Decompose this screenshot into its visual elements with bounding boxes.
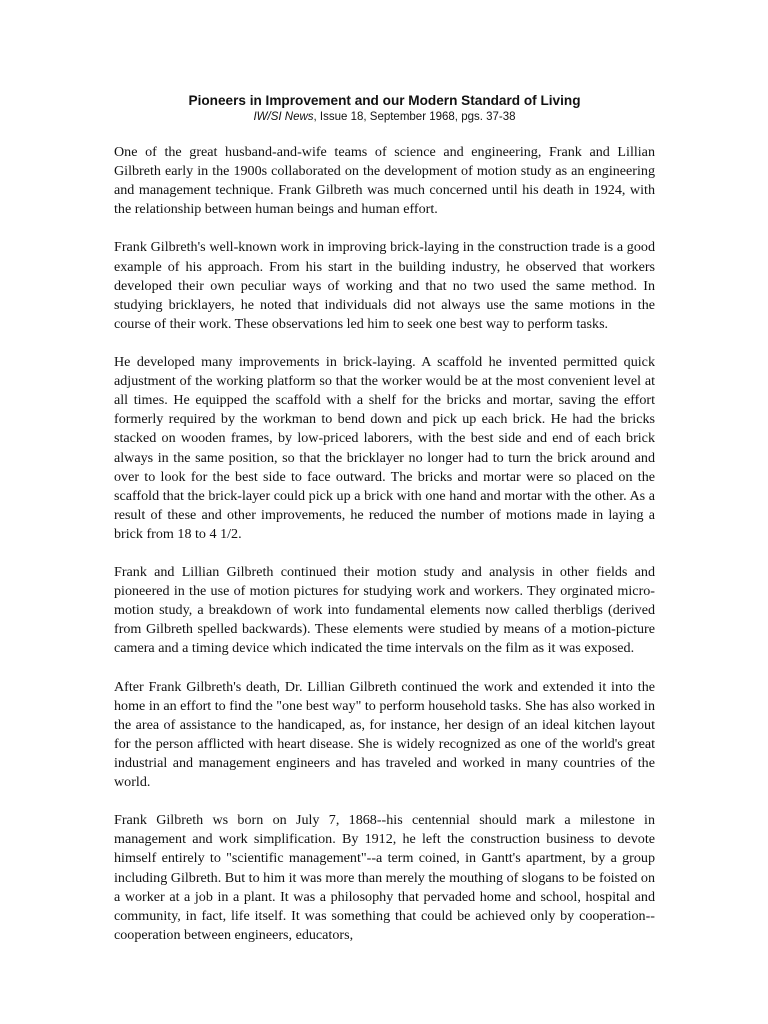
source-citation xyxy=(114,110,655,125)
paragraph-1: One of the great husband-and-wife teams of science and engineering, Frank and Lillian Gilbreth early in the 1900s collaborated on the development of motion study as an engineering and management technique. Frank Gilbreth was much concerned until his death in 1924, with the relationship between human beings and human effort. xyxy=(114,144,655,218)
document-body xyxy=(114,143,655,945)
paragraph-6: Frank Gilbreth ws born on July 7, 1868--his centennial should mark a milestone in management and work simplification. By 1912, he left the construction business to devote himself entirely to "scientific management"--a term coined, in Gantt's apartment, by a group including Gilbreth. But to him it was more than merely the mouthing of slogans to be foisted on a worker at a job in a plant. It was a philosophy that pervaded home and school, hospital and community, in fact, life itself. It was something that could be achieved only by cooperation--cooperation between engineers, educators, xyxy=(114,812,655,943)
publication-details: , Issue 18, September 1968, pgs. 37-38 xyxy=(313,111,516,123)
publication-name: IW/SI News xyxy=(253,111,314,123)
document-title: Pioneers in Improvement and our Modern Standard of Living xyxy=(188,93,581,108)
paragraph-2: Frank Gilbreth's well-known work in improving brick-laying in the construction trade is a good example of his approach. From his start in the building industry, he observed that workers developed their own peculiar ways of working and that no two used the same method. In studying bricklayers, he noted that individuals did not always use the same motions in the course of their work. These observations led him to seek one best way to perform tasks. xyxy=(114,239,655,332)
document-page xyxy=(114,92,655,964)
paragraph-5: After Frank Gilbreth's death, Dr. Lillian Gilbreth continued the work and extended it into the home in an effort to find the "one best way" to perform household tasks. She has also worked in the area of assistance to the handicaped, as, for instance, her design of an ideal kitchen layout for the person afflicted with heart disease. She is widely recognized as one of the world's great industrial and management engineers and has traveled and worked in many countries of the world. xyxy=(114,678,655,791)
paragraph-4: Frank and Lillian Gilbreth continued their motion study and analysis in other fields and pioneered in the use of motion pictures for studying work and workers. They orginated micro-motion study, a breakdown of work into fundamental elements now called therbligs (derived from Gilbreth spelled backwards). These elements were studied by means of a motion-picture camera and a timing device which indicated the time intervals on the film as it was exposed. xyxy=(114,564,655,657)
paragraph-3: He developed many improvements in brick-laying. A scaffold he invented permitted quick adjustment of the working platform so that the worker would be at the most convenient level at all times. He equipped the scaffold with a shelf for the bricks and mortar, saving the effort formerly required by the workman to bend down and pick up each brick. He had the bricks stacked on wooden frames, by low-priced laborers, with the best side and end of each brick always in the same position, so that the bricklayer no longer had to turn the brick around and over to look for the best side to face outward. The bricks and mortar were so placed on the scaffold that the brick-layer could pick up a brick with one hand and mortar with the other. As a result of these and other improvements, he reduced the number of motions made in laying a brick from 18 to 4 1/2. xyxy=(114,354,655,542)
